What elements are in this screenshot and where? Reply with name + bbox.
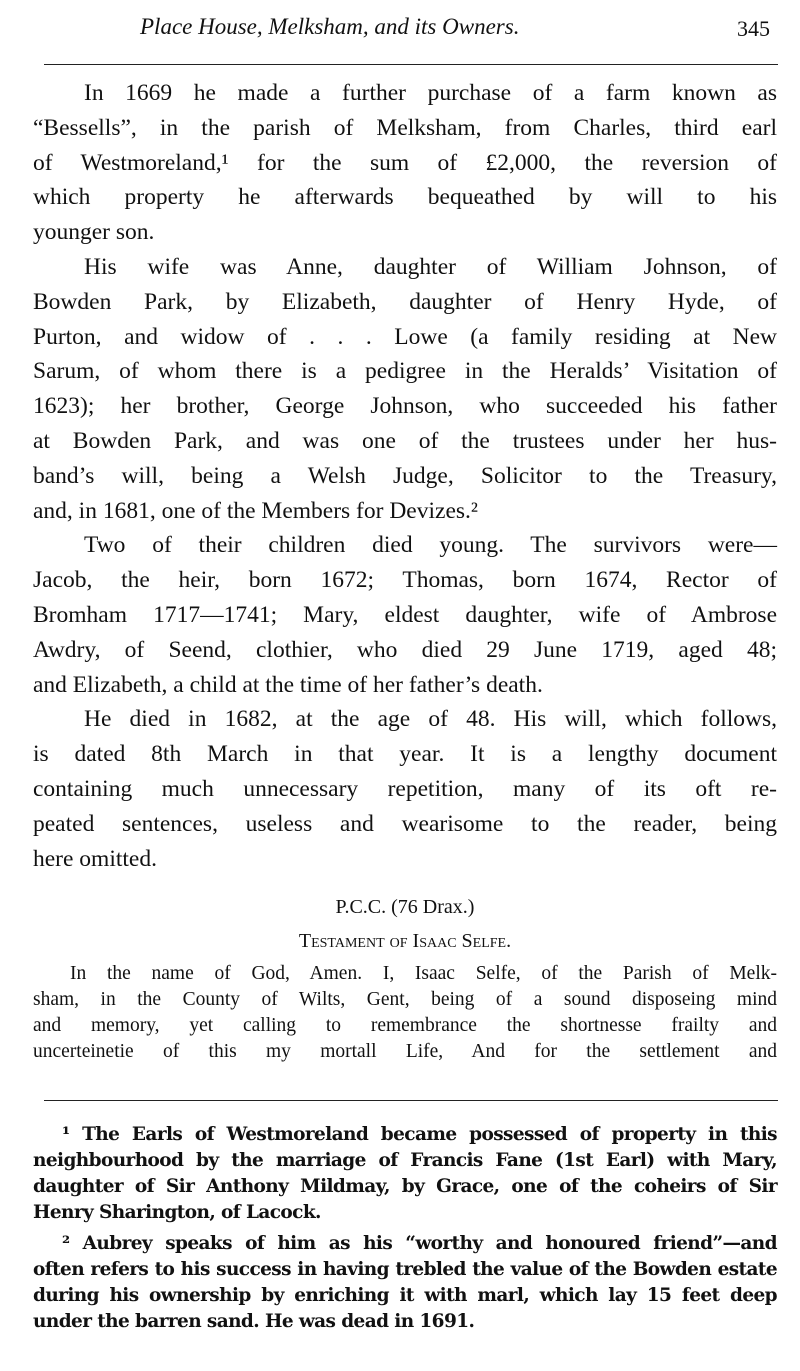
body-text-line: His wife was Anne, daughter of William Johnson, of (84, 254, 777, 280)
body-text-line: 1623); her brother, George Johnson, who succeeded his father (33, 393, 777, 420)
body-text-line: Bromham 1717—1741; Mary, eldest daughter, wife of Ambrose (33, 602, 777, 628)
running-head-title: Place House, Melksham, and its Owners. (140, 14, 520, 39)
body-text-line: Sarum, of whom there is a pedigree in the Heralds’ Visitation of (33, 358, 777, 385)
footnote-line: during his ownership by enriching it with marl, which lay 15 feet deep (33, 1285, 777, 1306)
body-text-line: He died in 1682, at the age of 48. His will, which follows, (84, 706, 777, 733)
will-reference: P.C.C. (76 Drax.) (335, 896, 475, 918)
will-text-line: In the name of God, Amen. I, Isaac Selfe, of the Parish of Melk- (70, 963, 777, 984)
body-text-line: of Westmoreland,¹ for the sum of £2,000, the reversion of (33, 149, 777, 176)
body-text-line: peated sentences, useless and wearisome to the reader, being (33, 810, 777, 837)
footnote-rule (44, 1100, 778, 1101)
body-text-line: and Elizabeth, a child at the time of her father’s death. (33, 671, 543, 698)
footnote-line: Henry Sharington, of Lacock. (33, 1202, 321, 1223)
body-text-line: at Bowden Park, and was one of the trustees under her hus- (33, 428, 777, 454)
footnote-line: neighbourhood by the marriage of Francis Fane (1st Earl) with Mary, (33, 1150, 777, 1171)
footnote-line: under the barren sand. He was dead in 1691. (33, 1311, 475, 1332)
body-text-line: Awdry, of Seend, clothier, who died 29 June 1719, aged 48; (33, 636, 777, 663)
will-text-line: uncerteinetie of this my mortall Life, And for the settlement and (33, 1041, 777, 1062)
body-text-line: In 1669 he made a further purchase of a farm known as (84, 80, 777, 106)
body-text-line: Purton, and widow of . . . Lowe (a family residing at New (33, 323, 777, 350)
will-text-line: sham, in the County of Wilts, Gent, being of a sound disposeing mind (33, 989, 777, 1010)
body-text-line: and, in 1681, one of the Members for Devizes.² (33, 497, 478, 524)
body-text-line: younger son. (33, 219, 155, 246)
body-text-line: here omitted. (33, 845, 157, 872)
page-number: 345 (737, 16, 770, 41)
body-text-line: which property he afterwards bequeathed by will to his (33, 184, 777, 211)
header-rule (44, 64, 778, 65)
body-text-line: is dated 8th March in that year. It is a lengthy document (33, 741, 777, 768)
footnote-line: ² Aubrey speaks of him as his “worthy and honoured friend”—and (62, 1233, 777, 1254)
body-text-line: band’s will, being a Welsh Judge, Solicitor to the Treasury, (33, 462, 777, 489)
body-text-line: “Bessells”, in the parish of Melksham, from Charles, third earl (33, 114, 777, 141)
will-text-line: and memory, yet calling to remembrance the shortnesse frailty and (33, 1015, 777, 1036)
body-text-line: containing much unnecessary repetition, many of its oft re- (33, 776, 777, 802)
body-text-line: Two of their children died young. The survivors were— (84, 532, 777, 559)
body-text-line: Jacob, the heir, born 1672; Thomas, born 1674, Rector of (33, 567, 777, 594)
will-heading: Testament of Isaac Selfe. (298, 930, 512, 952)
footnote-line: often refers to his success in having trebled the value of the Bowden estate (33, 1259, 777, 1280)
footnote-line: ¹ The Earls of Westmoreland became possessed of property in this (62, 1124, 777, 1145)
body-text-line: Bowden Park, by Elizabeth, daughter of Henry Hyde, of (33, 288, 777, 315)
footnote-line: daughter of Sir Anthony Mildmay, by Grace, one of the coheirs of Sir (33, 1176, 777, 1197)
